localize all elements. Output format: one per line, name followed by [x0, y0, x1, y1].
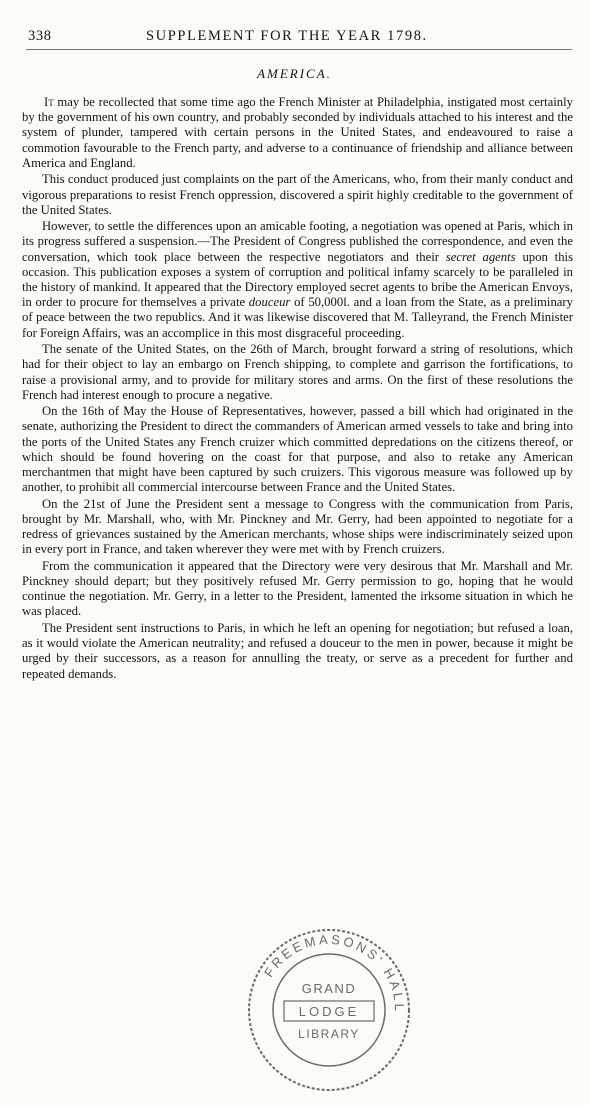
paragraph-8: The President sent instructions to Paris, in which he left an opening for negotiation; but refused a loan, as it would violate the American neutrality; and refused a douceur to the men in power, because it might be urged by their successors, as a reason for annulling the treaty, or serve as a precedent for further and repeated demands.: [22, 620, 573, 681]
stamp-ring-text: FREEMASONS' HALL: [260, 931, 408, 1014]
library-stamp: [244, 925, 414, 1095]
paragraph-6: On the 21st of June the President sent a message to Congress with the communication from Paris, brought by Mr. Marshall, who, with Mr. Pinckney and Mr. Gerry, had been appointed to negotiate for a redress of grievances sustained by the American merchants, whose ships were indiscriminately seized upon in every port in France, and taken wherever they were met with by French cruizers.: [22, 496, 573, 557]
paragraph-text: However, to settle the differences upon an amicable footing, a negotiation was opened at Paris, which in its progress suffered a suspension.—The President of Congress published the correspondence, and even the conversation, which took place between the respective negotiators and their: [22, 219, 573, 264]
paragraph-text: upon this occasion. This publication exposes a system of corruption and political infamy scarcely to be paralleled in the history of mankind. It appeared that the Directory employed secret agents to bribe the American Envoys, in order to procure for themselves a private: [22, 249, 574, 310]
page-number: 338: [28, 28, 52, 44]
italic-phrase: douceur: [248, 295, 291, 310]
article-body: [22, 95, 573, 683]
header-rule: [26, 49, 572, 50]
article-title: AMERICA.: [257, 66, 332, 81]
paragraph-5: On the 16th of May the House of Representatives, however, passed a bill which had originated in the senate, authorizing the President to direct the commanders of American armed vessels to take and bring into the ports of the United States any French cruizer which committed depredations on the citizens thereof, or which should be found hovering on the coast for that purpose, and also to retake any American merchantmen that might have been captured by such cruizers. This vigorous measure was followed up by another, to prohibit all commercial intercourse between France and the United States.: [22, 404, 573, 495]
stamp-line-lodge: LODGE: [298, 1004, 360, 1019]
lead-word: It: [44, 95, 54, 109]
paragraph-text: of 50,000l. and a loan from the State, as a preliminary of peace between the two republics. And it was likewise discovered that M. Talleyrand, the French Minister for Foreign Affairs, was an accomplice in this most disgraceful proceeding.: [22, 295, 573, 340]
stamp-line-grand: GRAND: [301, 981, 357, 996]
paragraph-1: [22, 95, 573, 171]
italic-phrase: secret agents: [445, 249, 516, 264]
paragraph-7: From the communication it appeared that the Directory were very desirous that Mr. Marshall and Mr. Pinckney should depart; but they positively refused Mr. Gerry permission to go, hoping that he would continue the negotiation. Mr. Gerry, in a letter to the President, lamented the irksome situation in which he was placed.: [22, 558, 573, 619]
paragraph-text: may be recollected that some time ago the French Minister at Philadelphia, instigated most certainly by the government of his own country, and probably seconded by individuals attached to his interest and the system of plunder, tampered with certain persons in the United States, and endeavoured to raise a commotion favourable to the French party, and adverse to a continuance of friendship and alliance between America and England.: [22, 95, 573, 170]
running-title: SUPPLEMENT FOR THE YEAR 1798.: [146, 28, 428, 44]
stamp-line-library: LIBRARY: [298, 1027, 360, 1041]
paragraph-2: This conduct produced just complaints on the part of the Americans, who, from their manly conduct and vigorous preparations to resist French oppression, discovered a spirit highly creditable to the government of the United States.: [22, 172, 573, 217]
paragraph-3: [22, 219, 573, 341]
paragraph-4: The senate of the United States, on the 26th of March, brought forward a string of resolutions, which had for their object to lay an embargo on French shipping, to complete and garrison the fortifications, to raise a provisional army, and to provide for military stores and arms. On the first of these resolutions the French had interest enough to procure a negative.: [22, 342, 573, 402]
